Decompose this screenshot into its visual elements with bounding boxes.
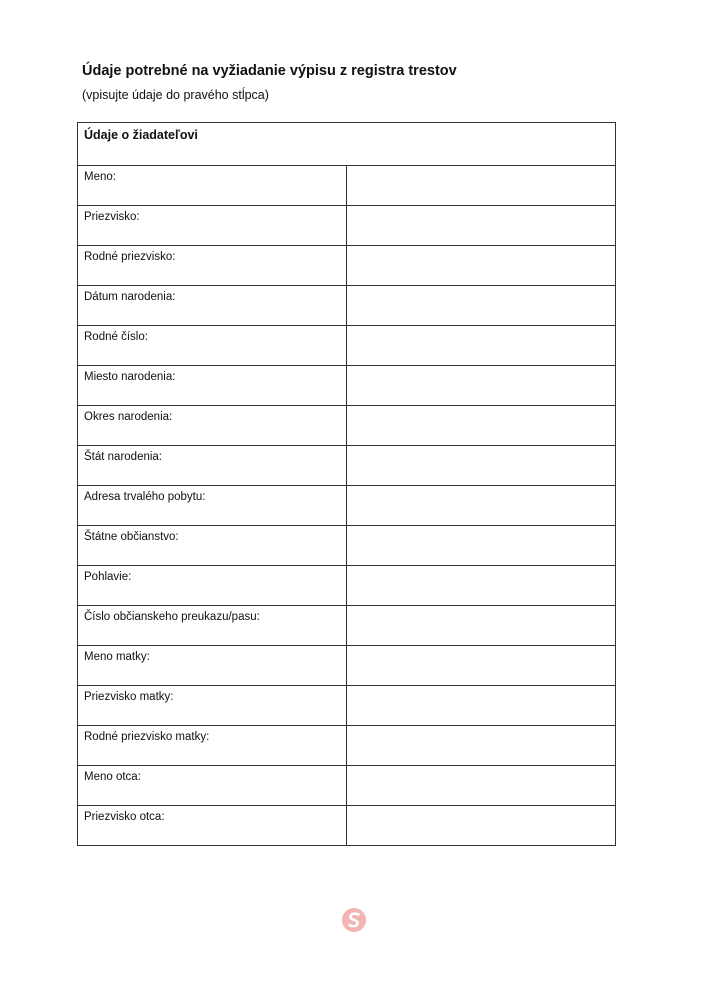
field-value-input[interactable] bbox=[347, 606, 616, 646]
document-subtitle: (vpisujte údaje do pravého stĺpca) bbox=[82, 88, 269, 102]
field-value-input[interactable] bbox=[347, 806, 616, 846]
field-value-input[interactable] bbox=[347, 726, 616, 766]
table-header-row bbox=[78, 123, 616, 166]
field-value-input[interactable] bbox=[347, 286, 616, 326]
watermark-logo-icon bbox=[341, 907, 367, 933]
table-row bbox=[78, 326, 616, 366]
table-row bbox=[78, 646, 616, 686]
table-row bbox=[78, 806, 616, 846]
field-label: Priezvisko otca: bbox=[78, 806, 347, 846]
field-value-input[interactable] bbox=[347, 366, 616, 406]
field-value-input[interactable] bbox=[347, 246, 616, 286]
field-label: Štátne občianstvo: bbox=[78, 526, 347, 566]
field-label: Rodné priezvisko: bbox=[78, 246, 347, 286]
field-label: Meno matky: bbox=[78, 646, 347, 686]
field-value-input[interactable] bbox=[347, 166, 616, 206]
field-label: Rodné číslo: bbox=[78, 326, 347, 366]
field-label: Okres narodenia: bbox=[78, 406, 347, 446]
field-value-input[interactable] bbox=[347, 686, 616, 726]
field-label: Miesto narodenia: bbox=[78, 366, 347, 406]
field-value-input[interactable] bbox=[347, 486, 616, 526]
table-row bbox=[78, 766, 616, 806]
field-value-input[interactable] bbox=[347, 646, 616, 686]
table-header: Údaje o žiadateľovi bbox=[78, 123, 616, 166]
field-label: Priezvisko matky: bbox=[78, 686, 347, 726]
table-row bbox=[78, 606, 616, 646]
table-row bbox=[78, 726, 616, 766]
field-label: Adresa trvalého pobytu: bbox=[78, 486, 347, 526]
table-row bbox=[78, 486, 616, 526]
field-label: Meno otca: bbox=[78, 766, 347, 806]
field-value-input[interactable] bbox=[347, 566, 616, 606]
field-label: Dátum narodenia: bbox=[78, 286, 347, 326]
field-label: Priezvisko: bbox=[78, 206, 347, 246]
field-value-input[interactable] bbox=[347, 766, 616, 806]
table-row bbox=[78, 246, 616, 286]
table-row bbox=[78, 686, 616, 726]
field-value-input[interactable] bbox=[347, 406, 616, 446]
field-value-input[interactable] bbox=[347, 206, 616, 246]
table-row bbox=[78, 526, 616, 566]
table-row bbox=[78, 206, 616, 246]
field-label: Číslo občianskeho preukazu/pasu: bbox=[78, 606, 347, 646]
table-row bbox=[78, 446, 616, 486]
field-value-input[interactable] bbox=[347, 526, 616, 566]
field-label: Pohlavie: bbox=[78, 566, 347, 606]
table-row bbox=[78, 286, 616, 326]
table-row bbox=[78, 406, 616, 446]
field-label: Štát narodenia: bbox=[78, 446, 347, 486]
field-value-input[interactable] bbox=[347, 326, 616, 366]
field-label: Meno: bbox=[78, 166, 347, 206]
table-row bbox=[78, 566, 616, 606]
field-label: Rodné priezvisko matky: bbox=[78, 726, 347, 766]
applicant-data-table bbox=[77, 122, 616, 846]
document-title: Údaje potrebné na vyžiadanie výpisu z registra trestov bbox=[82, 63, 457, 79]
table-row bbox=[78, 166, 616, 206]
table-row bbox=[78, 366, 616, 406]
field-value-input[interactable] bbox=[347, 446, 616, 486]
